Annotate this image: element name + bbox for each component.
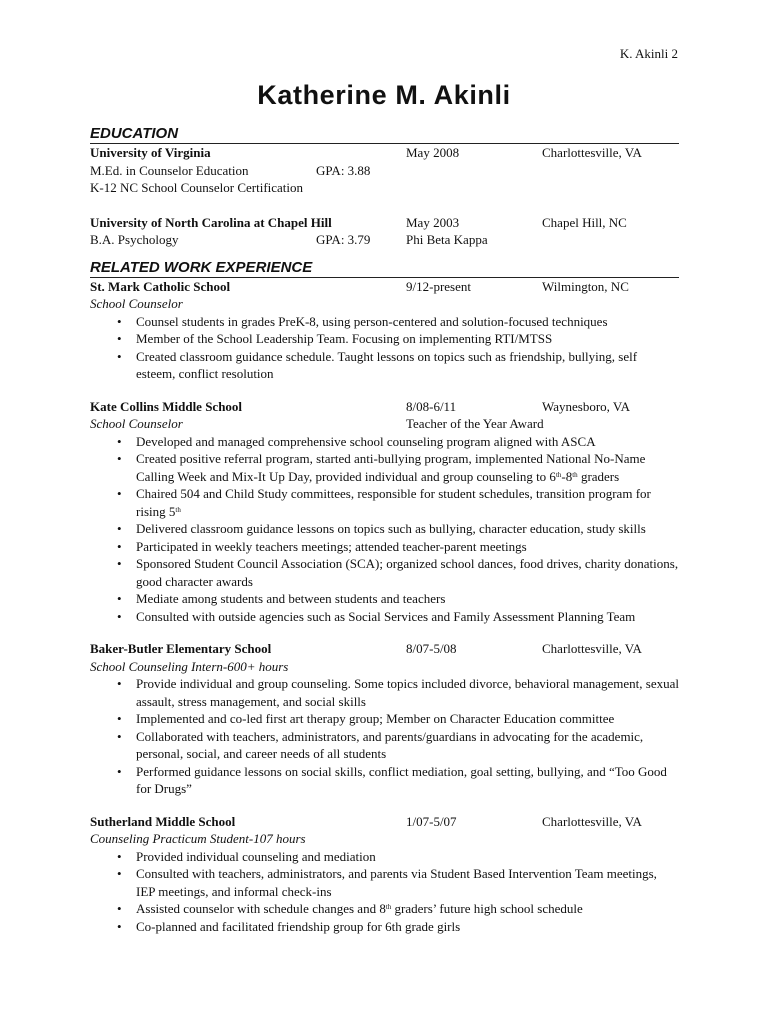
duty-item: • Consulted with teachers, administrators, and parents via Student Based Intervention Team meetings, IEP meetings, and informal check-ins [90,865,679,900]
employer-name: St. Mark Catholic School [90,278,231,294]
honor: Phi Beta Kappa [406,232,488,247]
running-head: K. Akinli 2 [619,46,678,61]
duty-item: • Developed and managed comprehensive school counseling program aligned with ASCA [90,433,679,451]
job-dates: 1/07-5/07 [406,813,457,829]
employer-name: Sutherland Middle School [90,813,236,829]
candidate-name: Katherine M. Akinli [257,80,511,110]
job-sutherland [90,813,679,936]
education-heading: EDUCATION [90,125,679,144]
school-location: Charlottesville, VA [542,145,642,160]
degree: B.A. Psychology [90,232,179,247]
job-title: Counseling Practicum Student-107 hours [90,831,306,846]
job-location: Charlottesville, VA [542,641,642,656]
job-dates: 8/08-6/11 [406,398,457,414]
job-location: Wilmington, NC [542,278,629,294]
duty-item: • Counsel students in grades PreK-8, using person-centered and solution-focused techniques [90,313,679,331]
school-name: University of North Carolina at Chapel Hill [90,214,332,230]
duty-item: • Member of the School Leadership Team. Focusing on implementing RTI/MTSS [90,330,679,348]
job-dates: 9/12-present [406,278,471,294]
duty-item: • Performed guidance lessons on social skills, conflict mediation, goal setting, bullying, and “Too Good for Drugs” [90,763,679,798]
duty-item: • Delivered classroom guidance lessons on topics such as bullying, character education, study skills [90,520,679,538]
duty-item: • Sponsored Student Council Association (SCA); organized school dances, food drives, charity donations, good character awards [90,555,679,590]
duty-item: • Provided individual counseling and mediation [90,848,679,866]
duty-item: • Provide individual and group counseling. Some topics included divorce, behavioral management, sexual assault, stress management, and social skills [90,675,679,710]
experience-heading: RELATED WORK EXPERIENCE [90,259,679,278]
duties-list [90,313,679,383]
graduation-date: May 2003 [406,214,460,230]
duty-item: • Created positive referral program, started anti-bullying program, implemented National No-Name Calling Week and Mix-It Up Day, provided individual and group counseling to 6th-8th graders [90,450,679,485]
duties-list [90,433,679,626]
gpa: GPA: 3.88 [316,162,371,178]
job-dates: 8/07-5/08 [406,641,457,656]
resume-body [90,125,679,935]
duty-item: • Co-planned and facilitated friendship group for 6th grade girls [90,918,679,936]
duty-item: • Consulted with outside agencies such as Social Services and Family Assessment Planning Team [90,608,679,626]
school-name: University of Virginia [90,145,211,160]
gpa: GPA: 3.79 [316,232,371,247]
job-location: Waynesboro, VA [542,398,631,414]
education-entry-unc [90,214,679,249]
duty-item: • Collaborated with teachers, administrators, and parents/guardians in advocating for the academic, personal, social, and career needs of all students [90,728,679,763]
job-title: School Counseling Intern-600+ hours [90,658,289,674]
duty-item: • Implemented and co-led first art therapy group; Member on Character Education committee [90,710,679,728]
award: Teacher of the Year Award [406,416,544,431]
duty-item: • Participated in weekly teachers meetings; attended teacher-parent meetings [90,538,679,556]
degree: M.Ed. in Counselor Education [90,162,249,178]
education-entry-uva [90,144,679,197]
duty-item: • Mediate among students and between students and teachers [90,590,679,608]
employer-name: Baker-Butler Elementary School [90,641,272,656]
job-title: School Counselor [90,296,183,311]
job-st-mark [90,278,679,383]
job-title: School Counselor [90,416,183,431]
certification: K-12 NC School Counselor Certification [90,180,304,195]
job-baker-butler [90,640,679,798]
duties-list [90,675,679,798]
school-location: Chapel Hill, NC [542,214,627,230]
job-location: Charlottesville, VA [542,813,642,829]
duties-list [90,848,679,936]
job-kate-collins [90,398,679,626]
duty-item: • Chaired 504 and Child Study committees, responsible for student schedules, transition program for rising 5th [90,485,679,520]
employer-name: Kate Collins Middle School [90,398,243,414]
graduation-date: May 2008 [406,145,460,160]
duty-item: • Assisted counselor with schedule changes and 8th graders’ future high school schedule [90,900,679,918]
duty-item: • Created classroom guidance schedule. Taught lessons on topics such as friendship, bullying, self esteem, conflict resolution [90,348,679,383]
